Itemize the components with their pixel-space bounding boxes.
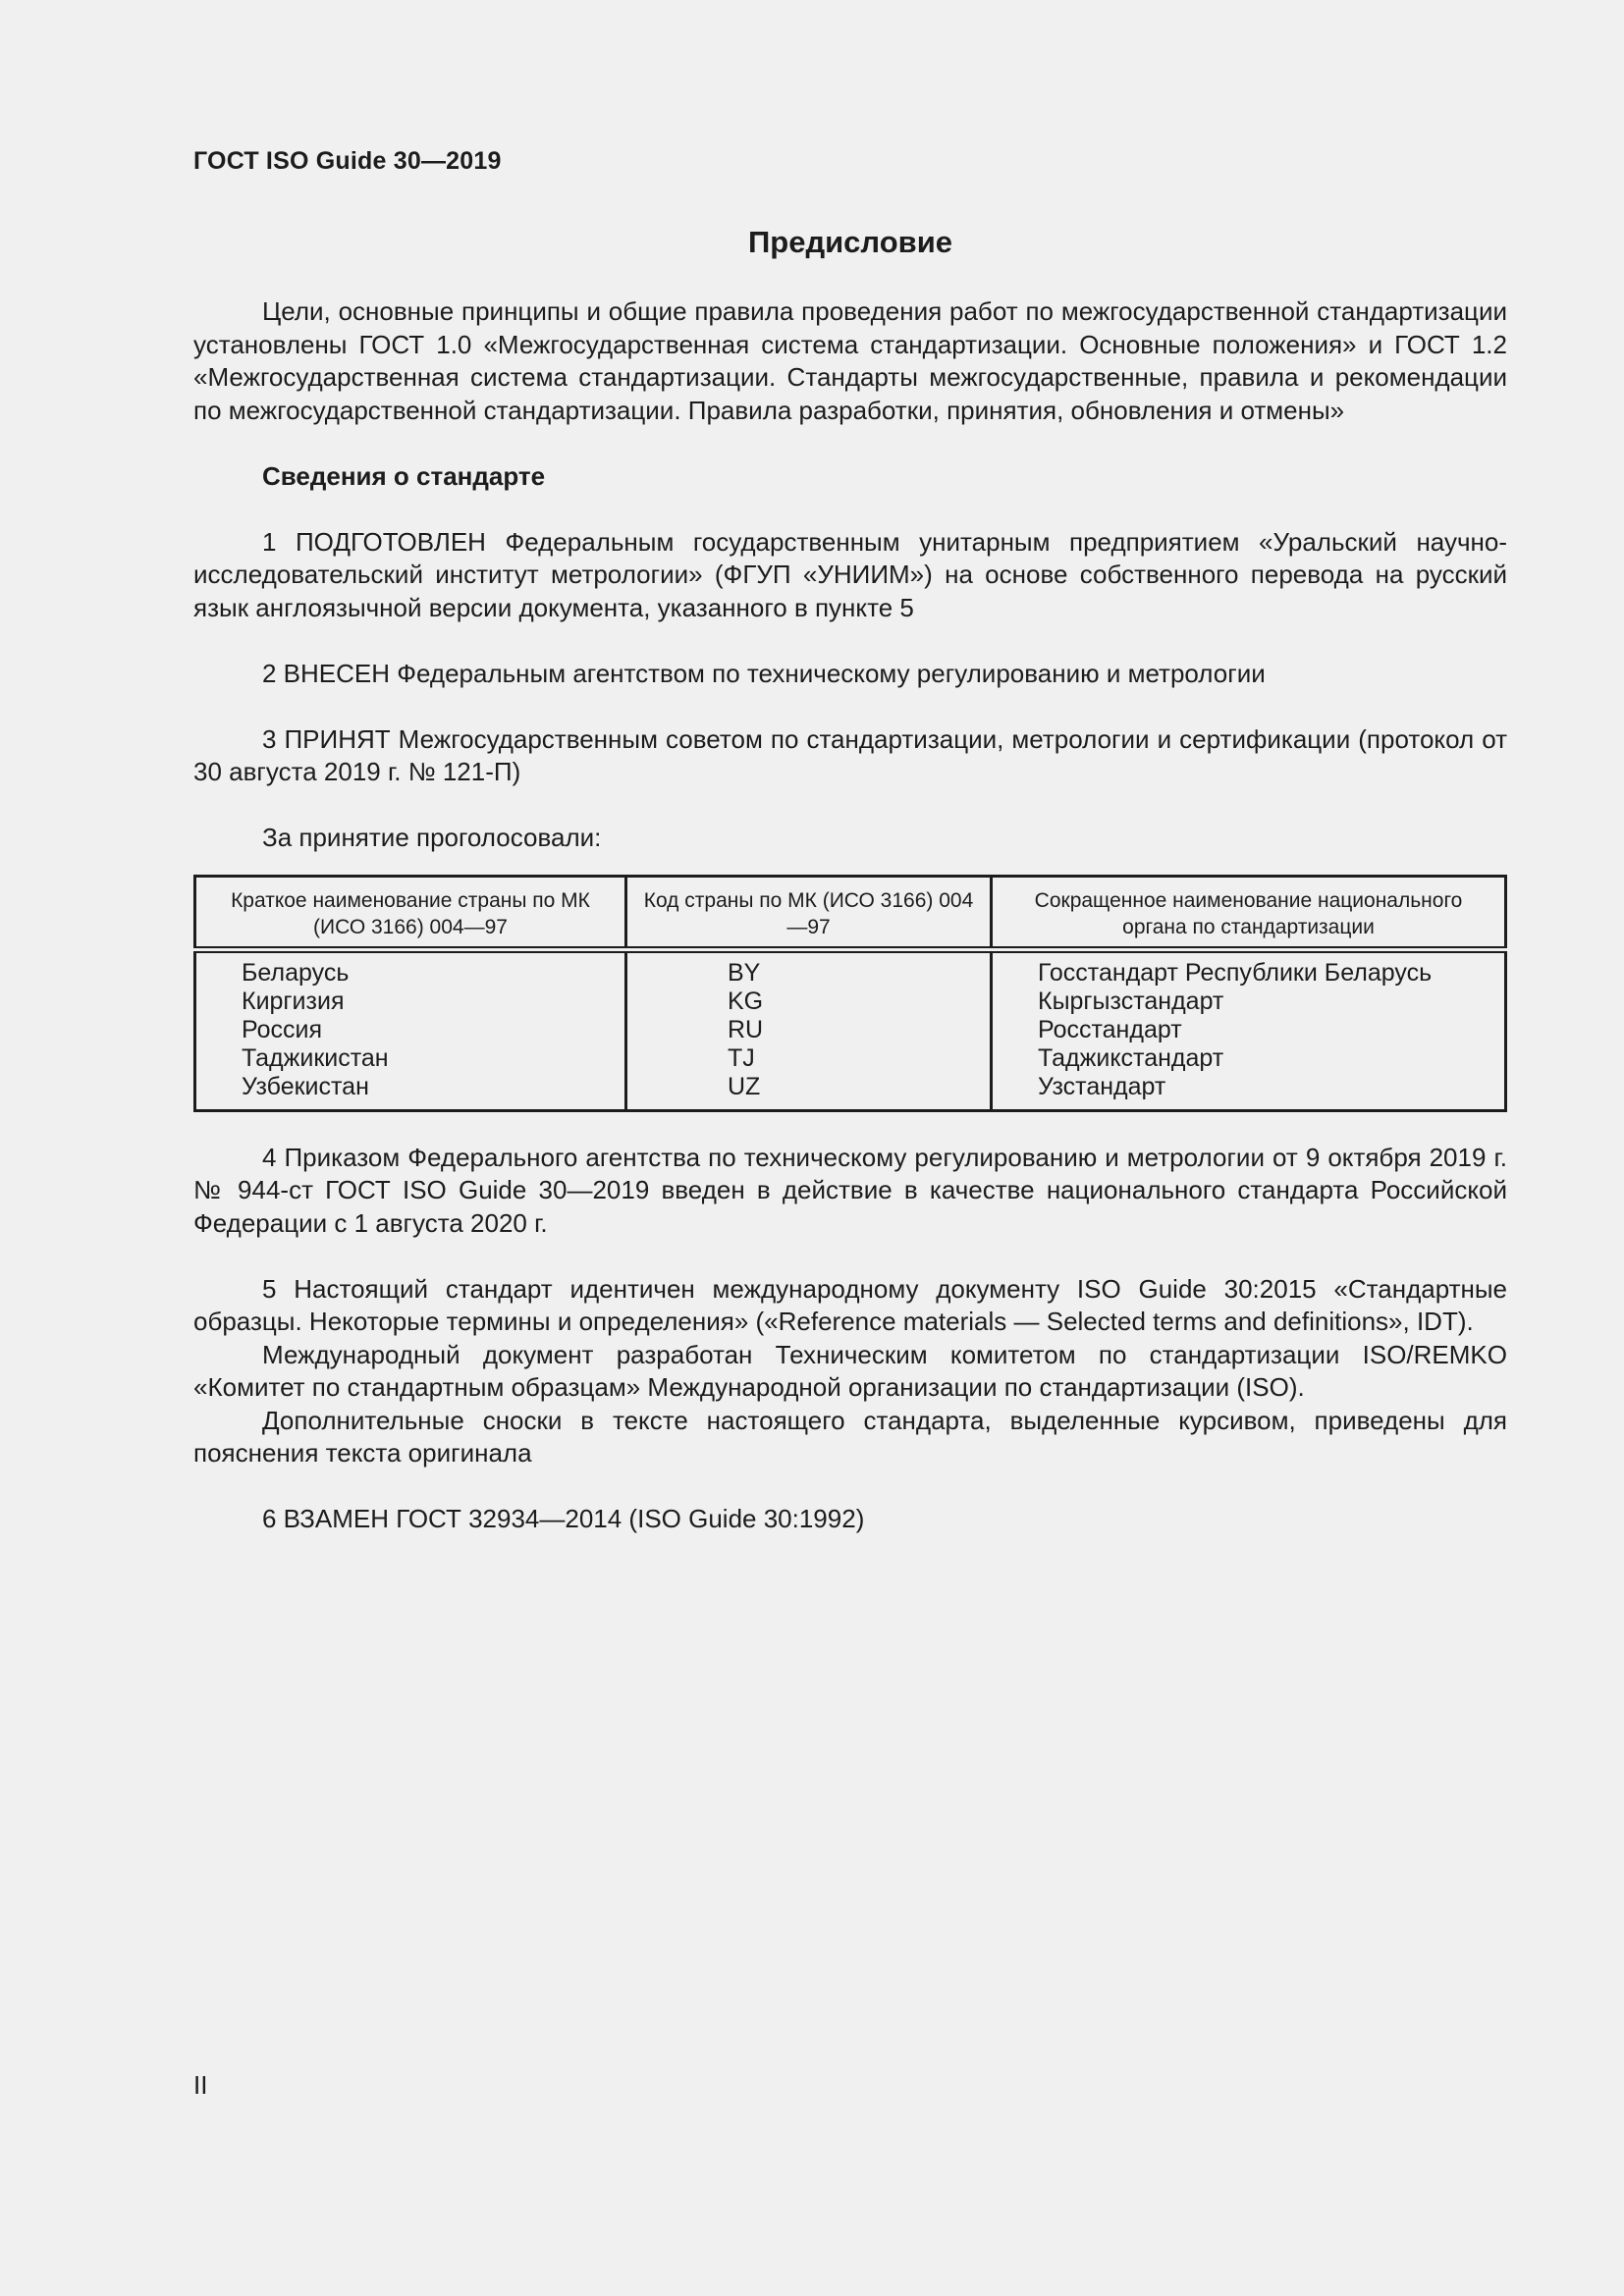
header-standards-body: Сокращенное наименование национального органа по стандартизации xyxy=(992,876,1506,949)
document-body xyxy=(193,295,1507,1536)
country-name: Таджикистан xyxy=(242,1043,389,1072)
voted-label: За принятие проголосовали: xyxy=(262,823,602,852)
standards-body: Кыргызстандарт xyxy=(1038,987,1224,1015)
intro-paragraph: Цели, основные принципы и общие правила проведения работ по межгосударственной стандартизации установлены ГОСТ 1.0 «Межгосударственная система стандартизации. Основные положения» и ГОСТ 1.2 «Межгосударственная система стандартизации. Стандарты межгосударственные, правила и рекомендации по межгосударственной стандартизации. Правила разработки, принятия, обновления и отмены» xyxy=(193,296,1507,425)
section-heading: Сведения о стандарте xyxy=(262,460,546,491)
page-number: II xyxy=(193,2070,208,2100)
country-code: RU xyxy=(728,1015,764,1043)
item-5-paragraph-3: Дополнительные сноски в тексте настоящего стандарта, выделенные курсивом, приведены для пояснения текста оригинала xyxy=(193,1405,1507,1468)
country-name: Киргизия xyxy=(242,987,345,1015)
standards-body: Росстандарт xyxy=(1038,1015,1182,1043)
table-header-row xyxy=(195,876,1506,949)
country-code: TJ xyxy=(728,1043,755,1072)
page-title: Предисловие xyxy=(747,225,952,259)
document-header: ГОСТ ISO Guide 30—2019 xyxy=(193,147,502,175)
country-code: BY xyxy=(728,958,761,987)
standards-body: Узстандарт xyxy=(1038,1072,1166,1100)
standards-body: Госстандарт Республики Беларусь xyxy=(1038,958,1433,987)
country-name: Беларусь xyxy=(242,958,350,987)
country-name: Узбекистан xyxy=(242,1072,369,1100)
item-5-paragraph: 5 Настоящий стандарт идентичен международному документу ISO Guide 30:2015 «Стандартные образцы. Некоторые термины и определения» («Reference materials — Selected terms and definitions», IDT). xyxy=(193,1273,1507,1336)
item-3-paragraph: 3 ПРИНЯТ Межгосударственным советом по стандартизации, метрологии и сертификации (протокол от 30 августа 2019 г. № 121-П) xyxy=(193,723,1507,786)
country-code: UZ xyxy=(728,1072,761,1100)
standards-bodies-cell xyxy=(992,949,1506,1110)
item-5-paragraph-2: Международный документ разработан Техническим комитетом по стандартизации ISO/REMKO «Комитет по стандартным образцам» Международной организации по стандартизации (ISO). xyxy=(193,1339,1507,1402)
header-country-code: Код страны по МК (ИСО 3166) 004—97 xyxy=(626,876,992,949)
item-2-paragraph: 2 ВНЕСЕН Федеральным агентством по техническому регулированию и метрологии xyxy=(262,658,1266,688)
item-1-paragraph: 1 ПОДГОТОВЛЕН Федеральным государственным унитарным предприятием «Уральский научно-исследовательский институт метрологии» (ФГУП «УНИИМ») на основе собственного перевода на русский язык англоязычной версии документа, указанного в пункте 5 xyxy=(193,526,1507,622)
country-code: KG xyxy=(728,987,764,1015)
table-row xyxy=(195,949,1506,1110)
country-names-cell xyxy=(195,949,626,1110)
voting-table xyxy=(193,875,1507,1112)
header-country-name: Краткое наименование страны по МК (ИСО 3166) 004—97 xyxy=(195,876,626,949)
item-6-paragraph: 6 ВЗАМЕН ГОСТ 32934—2014 (ISO Guide 30:1992) xyxy=(262,1504,865,1533)
country-name: Россия xyxy=(242,1015,322,1043)
country-codes-cell xyxy=(626,949,992,1110)
standards-body: Таджикстандарт xyxy=(1038,1043,1224,1072)
item-4-paragraph: 4 Приказом Федерального агентства по техническому регулированию и метрологии от 9 октября 2019 г. № 944-ст ГОСТ ISO Guide 30—2019 введен в действие в качестве национального стандарта Российской Федерации с 1 августа 2020 г. xyxy=(193,1142,1507,1238)
